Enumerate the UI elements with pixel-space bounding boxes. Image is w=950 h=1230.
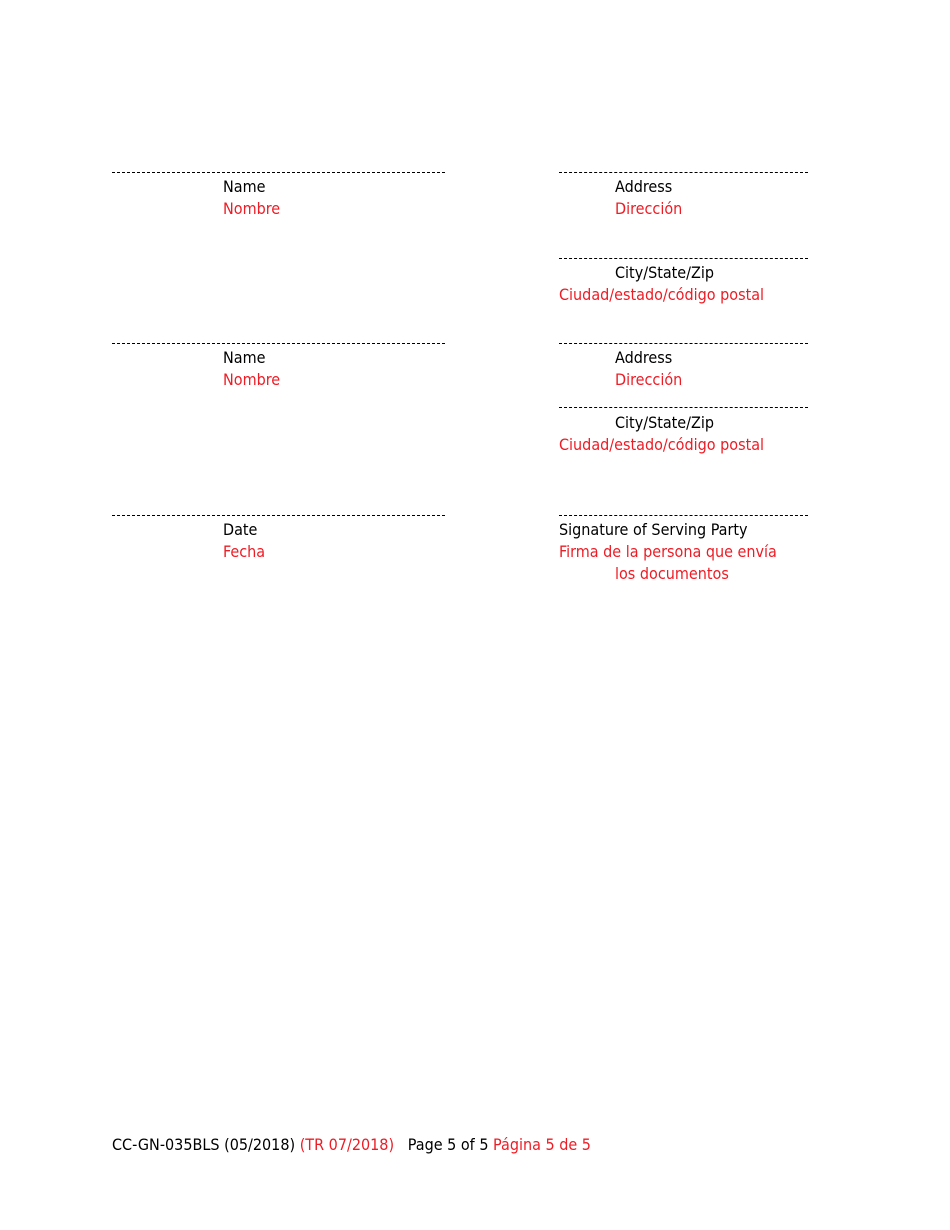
name-signature-line-1[interactable]: [112, 172, 445, 173]
address-label-es-1: Dirección: [615, 199, 683, 218]
address-line-2[interactable]: [559, 343, 808, 344]
signature-label-es-line2: los documentos: [615, 564, 729, 583]
address-label-2: Address: [615, 348, 673, 367]
name-label-es-2: Nombre: [223, 370, 281, 389]
city-state-zip-line-2[interactable]: [559, 407, 808, 408]
address-line-1[interactable]: [559, 172, 808, 173]
address-label-es-2: Dirección: [615, 370, 683, 389]
city-state-zip-label-1: City/State/Zip: [615, 263, 715, 282]
signature-label-es-line1: Firma de la persona que envía: [559, 542, 777, 561]
name-label-2: Name: [223, 348, 266, 367]
name-signature-line-2[interactable]: [112, 343, 445, 344]
city-state-zip-label-es-2: Ciudad/estado/código postal: [559, 435, 765, 454]
signature-label: Signature of Serving Party: [559, 520, 748, 539]
page-number: Page 5 of 5: [407, 1135, 489, 1154]
address-label-1: Address: [615, 177, 673, 196]
city-state-zip-line-1[interactable]: [559, 258, 808, 259]
translation-code: (TR 07/2018): [299, 1135, 395, 1154]
city-state-zip-label-es-1: Ciudad/estado/código postal: [559, 285, 765, 304]
serving-party-signature-line[interactable]: [559, 515, 808, 516]
city-state-zip-label-2: City/State/Zip: [615, 413, 715, 432]
page-footer: [112, 1134, 591, 1155]
date-line[interactable]: [112, 515, 445, 516]
date-label: Date: [223, 520, 258, 539]
name-label-1: Name: [223, 177, 266, 196]
date-label-es: Fecha: [223, 542, 266, 561]
form-code: CC-GN-035BLS (05/2018): [112, 1135, 296, 1154]
name-label-es-1: Nombre: [223, 199, 281, 218]
page-number-es: Página 5 de 5: [493, 1135, 591, 1154]
